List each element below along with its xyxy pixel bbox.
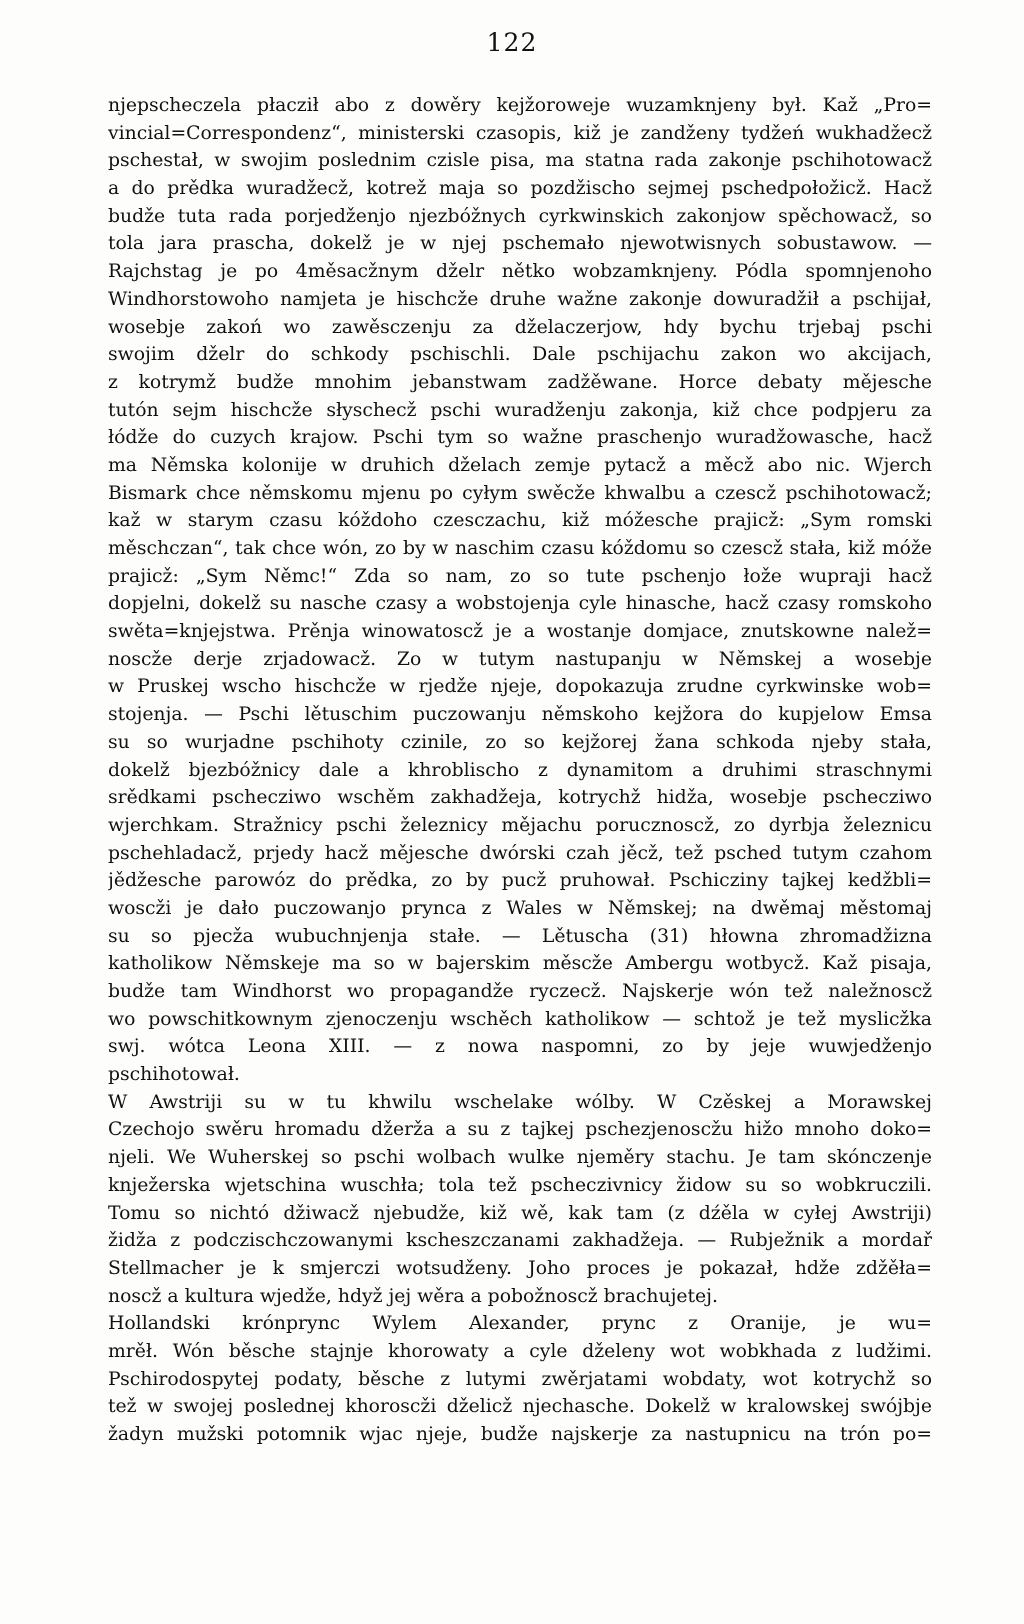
text-line: pschehladacž, prjedy hacž mějesche dwórski czah jěcž, tež psched tutym czahom	[108, 842, 932, 864]
text-line: ma Němska kolonije w druhich dželach zemje pytacž a měcž abo nic. Wjerch	[108, 454, 932, 476]
text-line: tola jara prascha, dokelž je w njej pschemało njewotwisnych sobustawow. —	[108, 233, 932, 255]
text-line: knježerska wjetschina wuschła; tola tež pscheczivnicy židow su so wobkruczili.	[108, 1174, 932, 1196]
text-line: njeli. We Wuherskej so pschi wolbach wulke njeměry stachu. Je tam skónczenje	[108, 1147, 932, 1169]
text-line: Rajchstag je po 4měsacžnym dželr nětko wobzamknjeny. Pódla spomnjenoho	[108, 261, 932, 283]
text-line: z kotrymž budže mnohim jebanstwam zadžěwane. Horce debaty mějesche	[108, 371, 932, 393]
text-line: Windhorstowoho namjeta je hischcže druhe wažne zakonje dowuradžił a pschijał,	[108, 288, 932, 310]
text-line: tutón sejm hischcže słyschecž pschi wuradženju zakonja, kiž chce podpjeru za	[108, 399, 932, 421]
text-line: su so pjecža wubuchnjenja stałe. — Lětuscha (31) hłowna zhromadžizna	[108, 925, 932, 947]
text-line: noscž a kultura wjedže, hdyž jej wěra a pobožnoscž brachujetej.	[108, 1285, 718, 1307]
text-line: mrěł. Wón běsche stajnje khorowaty a cyle dželeny wot wobkhada z ludžimi.	[108, 1340, 932, 1362]
text-line: su so wurjadne pschihoty czinile, zo so kejžorej žana schkoda njeby stała,	[108, 731, 932, 753]
text-line: njepscheczela płacził abo z dowěry kejžoroweje wuzamknjeny był. Kaž „Pro=	[108, 95, 932, 116]
text-line: budže tam Windhorst wo propagandže ryczecž. Najskerje wón tež naležnoscž	[108, 981, 932, 1002]
text-line: wjerchkam. Stražnicy pschi železnicy mějachu porucznoscž, zo dyrbja železnicu	[108, 814, 932, 836]
text-line: Czechojo swěru hromadu džerža a su z tajkej pschezjenoscžu hižo mnoho doko=	[108, 1119, 932, 1141]
text-line: Tomu so nichtó džiwacž njebudže, kiž wě, kak tam (z dźěla w cyłej Awstriji)	[108, 1202, 932, 1224]
text-line: łódže do cuzych krajow. Pschi tym so wažne praschenjo wuradžowasche, hacž	[108, 427, 932, 449]
article-body	[108, 92, 932, 1449]
text-line: kaž w starym czasu kóždoho czesczachu, kiž móžesche prajicž: „Sym romski	[108, 510, 932, 532]
text-line: tež w swojej poslednej khoroscži dželicž njechasche. Dokelž w kralowskej swójbje	[108, 1396, 932, 1418]
text-line: budže tuta rada porjedženjo njezbóžnych cyrkwinskich zakonjow spěchowacž, so	[108, 205, 932, 227]
text-line: pschihotował.	[108, 1064, 240, 1086]
text-line: noscže derje zrjadowacž. Zo w tutym nastupanju w Němskej a wosebje	[108, 648, 932, 670]
text-line: wosebje zakoń wo zawěsczenju za dželaczerjow, hdy bychu trjebaj pschi	[108, 316, 932, 338]
text-line: stojenja. — Pschi lětuschim puczowanju němskoho kejžora do kupjelow Emsa	[108, 704, 932, 726]
text-line: w Pruskej wscho hischcže w rjedže njeje, dopokazuja zrudne cyrkwinske wob=	[108, 676, 932, 698]
page-number: 122	[486, 28, 538, 57]
text-line: katholikow Němskeje ma so w bajerskim měscže Ambergu wotbycž. Kaž pisaja,	[108, 953, 932, 975]
text-line: měschczan“, tak chce wón, zo by w naschim czasu kóždomu so czescž stała, kiž móže	[108, 538, 932, 559]
text-line: woscži je dało puczowanjo prynca z Wales w Němskej; na dwěmaj městomaj	[108, 897, 932, 919]
text-line: swěta=knjejstwa. Prěnja winowatoscž je a wostanje domjace, znutskowne nalež=	[108, 621, 932, 643]
text-line: vincial=Correspondenz“, ministerski czasopis, kiž je zandženy tydžeń wukhadžecž	[108, 122, 932, 144]
text-line: židža z podczischczowanymi kscheszczanami zakhadžeja. — Rubježnik a mordař	[108, 1230, 932, 1252]
text-line: Pschirodospytej podaty, běsche z lutymi zwěrjatami wobdaty, wot kotrychž so	[108, 1368, 932, 1390]
text-line: swj. wótca Leona XIII. — z nowa naspomni, zo by jeje wuwjedženjo	[108, 1036, 932, 1058]
text-line: prajicž: „Sym Němc!“ Zda so nam, zo so tute pschenjo łože wupraji hacž	[108, 565, 932, 587]
text-line: žadyn mužski potomnik wjac njeje, budže najskerje za nastupnicu na trón po=	[108, 1424, 932, 1445]
text-line: W Awstriji su w tu khwilu wschelake wólby. W Czěskej a Morawskej	[108, 1091, 932, 1113]
text-line: wo powschitkownym zjenoczenju wschěch katholikow — schtož je tež myslicžka	[108, 1008, 932, 1030]
text-line: Hollandski krónprync Wylem Alexander, prync z Oranije, je wu=	[108, 1313, 932, 1335]
text-line: Bismark chce němskomu mjenu po cyłym swěcže khwalbu a czescž pschihotowacž;	[108, 482, 932, 504]
text-line: Stellmacher je k smjerczi wotsudženy. Joho proces je pokazał, hdže zdžěła=	[108, 1257, 932, 1279]
text-line: dopjelni, dokelž su nasche czasy a wobstojenja cyle hinasche, hacž czasy romskoho	[108, 593, 932, 615]
text-line: dokelž bjezbóžnicy dale a khroblischo z dynamitom a druhimi straschnymi	[108, 759, 932, 781]
text-line: srědkami pschecziwo wschěm zakhadžeja, kotrychž hidža, wosebje pschecziwo	[108, 787, 932, 809]
text-line: swojim dželr do schkody pschischli. Dale pschijachu zakon wo akcijach,	[108, 344, 932, 366]
text-line: pschestał, w swojim poslednim czisle pisa, ma statna rada zakonje pschihotowacž	[108, 150, 932, 172]
text-line: a do prědka wuradžecž, kotrež maja so pozdžischo sejmej pschedpołožicž. Hacž	[108, 178, 932, 200]
text-line: jědžesche parowóz do prědka, zo by pucž pruhował. Pschicziny tajkej kedžbli=	[108, 870, 932, 892]
